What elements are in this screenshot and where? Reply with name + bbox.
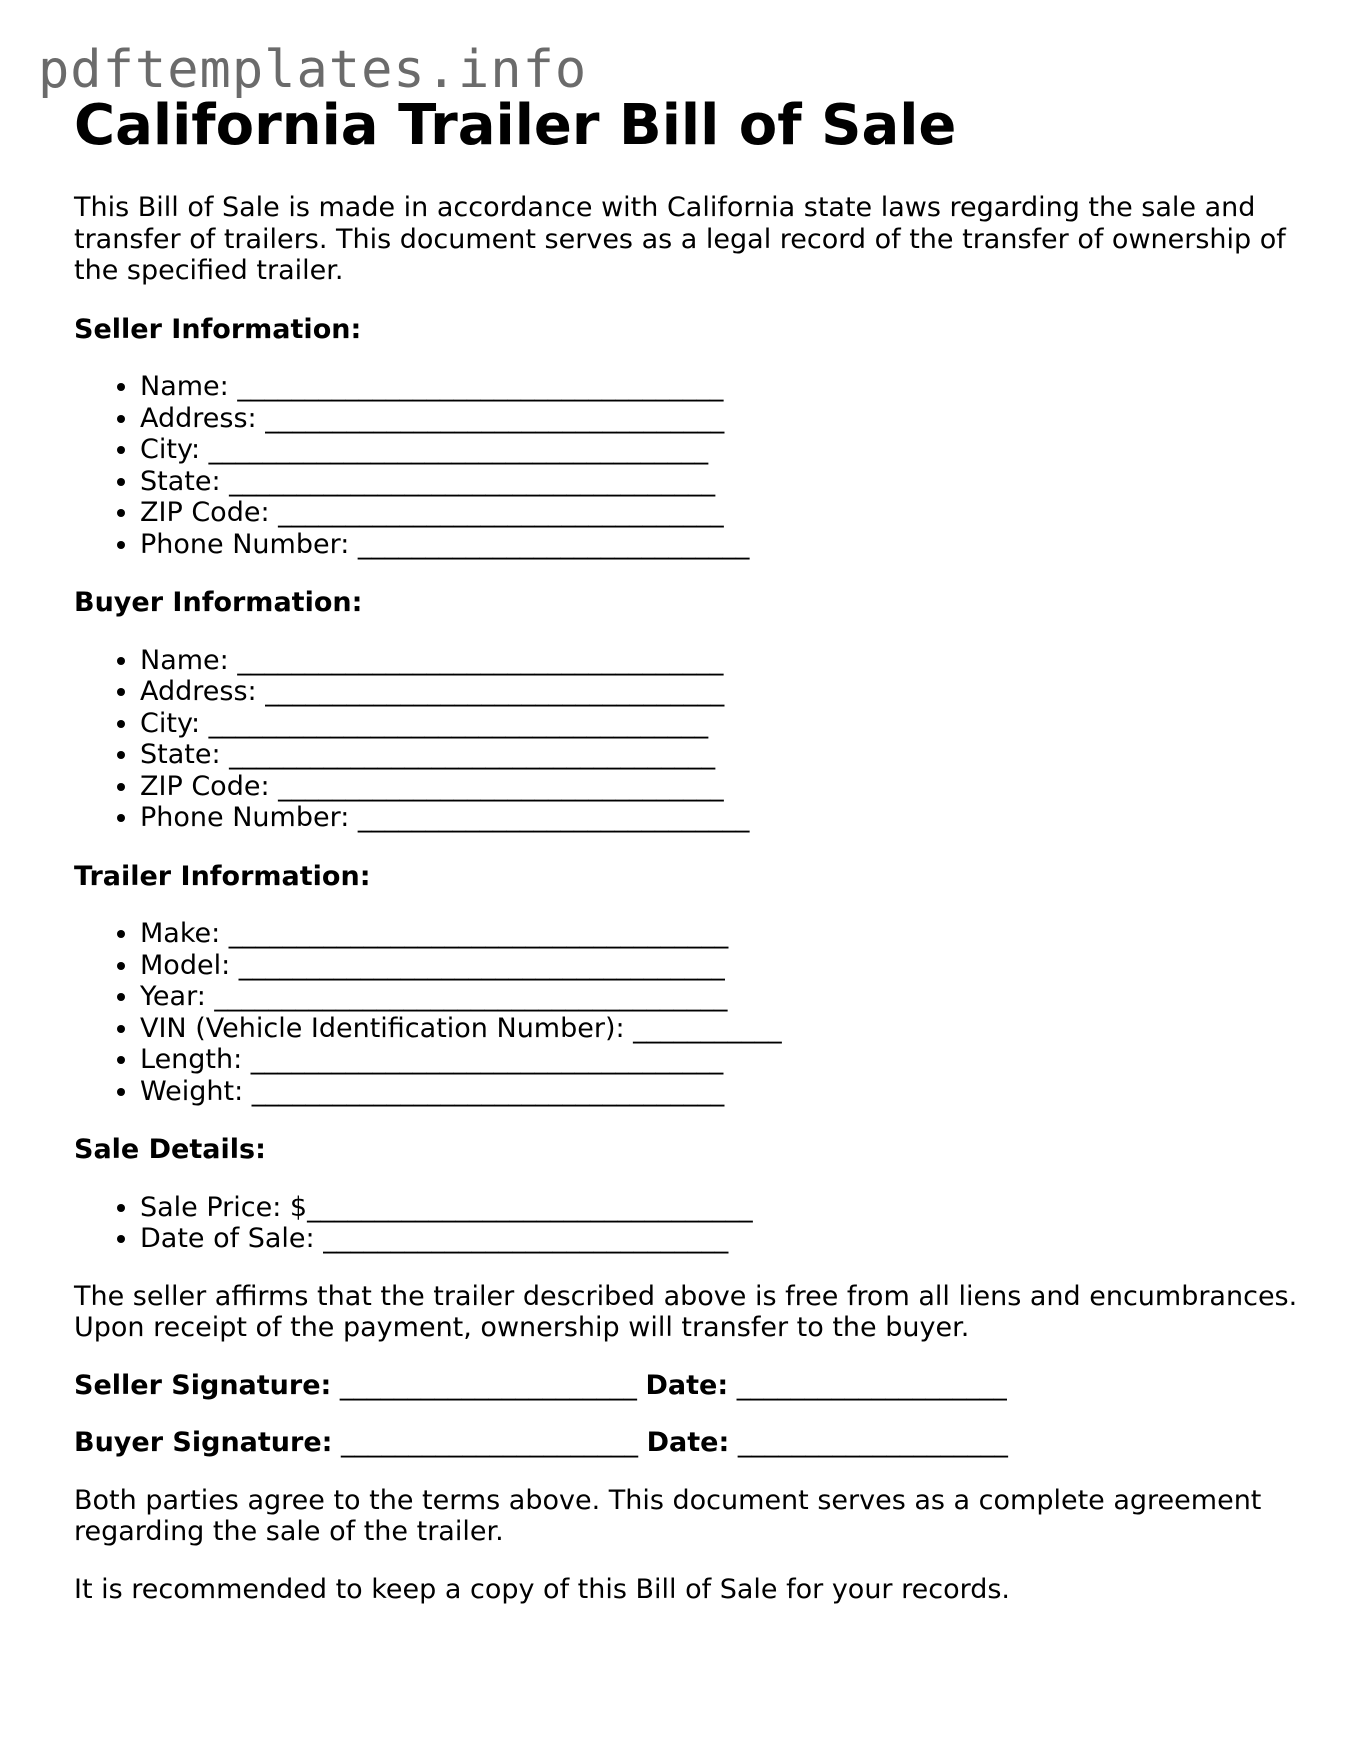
document-title: California Trailer Bill of Sale [74,93,957,158]
seller-city-field: • City: _____________________________________ [140,434,1314,466]
buyer-signature-blank: ______________________ [332,1427,647,1458]
sale-date-field: • Date of Sale: ______________________________ [140,1223,1314,1255]
affirmation-paragraph: The seller affirms that the trailer described above is free from all liens and encumbrances. Upon receipt of the payment, ownership will transfer to the buyer. [74,1280,1298,1343]
seller-signature-blank: ______________________ [331,1369,646,1401]
document-body [74,90,1314,1605]
trailer-vin-field: • VIN (Vehicle Identification Number): ___________ [140,1013,1314,1045]
sale-price-field: • Sale Price: $_________________________________ [140,1192,1314,1224]
buyer-phone-field: • Phone Number: _____________________________ [140,802,1314,834]
trailer-make-field: • Make: _____________________________________ [140,918,1314,950]
buyer-field-list [74,645,1314,834]
trailer-weight-field: • Weight: ___________________________________ [140,1076,1314,1108]
seller-name-field: • Name: ____________________________________ [140,371,1314,403]
buyer-city-field: • City: _____________________________________ [140,708,1314,740]
trailer-year-field: • Year: ______________________________________ [140,981,1314,1013]
intro-paragraph: This Bill of Sale is made in accordance with California state laws regarding the sale and transfer of trailers. This document serves as a legal record of the transfer of ownership of the specified trailer. [74,192,1286,286]
buyer-zip-field: • ZIP Code: _________________________________ [140,771,1314,803]
sale-section-heading: Sale Details: [74,1134,266,1165]
buyer-date-blank: ____________________ [729,1427,1008,1458]
trailer-length-field: • Length: ___________________________________ [140,1044,1314,1076]
buyer-address-field: • Address: __________________________________ [140,676,1314,708]
seller-date-label: Date: [645,1369,729,1401]
trailer-model-field: • Model: ____________________________________ [140,950,1314,982]
buyer-signature-row [74,1427,1314,1459]
closing-paragraph: Both parties agree to the terms above. This document serves as a complete agreement regarding the sale of the trailer. [74,1484,1262,1547]
seller-signature-row [74,1370,1314,1402]
buyer-state-field: • State: ____________________________________ [140,739,1314,771]
seller-signature-label: Seller Signature: [74,1369,332,1401]
seller-date-blank: ____________________ [728,1369,1007,1401]
watermark-text: pdftemplates.info [38,40,588,100]
keep-copy-note: It is recommended to keep a copy of this Bill of Sale for your records. [74,1573,1011,1605]
buyer-name-field: • Name: ____________________________________ [140,645,1314,677]
seller-address-field: • Address: __________________________________ [140,403,1314,435]
sale-field-list [74,1192,1314,1255]
seller-section-heading: Seller Information: [74,313,362,345]
seller-field-list [74,371,1314,560]
trailer-field-list [74,918,1314,1107]
seller-phone-field: • Phone Number: _____________________________ [140,529,1314,561]
buyer-date-label: Date: [646,1427,730,1458]
buyer-section-heading: Buyer Information: [74,587,363,618]
seller-zip-field: • ZIP Code: _________________________________ [140,497,1314,529]
trailer-section-heading: Trailer Information: [74,860,371,892]
buyer-signature-label: Buyer Signature: [74,1427,333,1458]
seller-state-field: • State: ____________________________________ [140,466,1314,498]
